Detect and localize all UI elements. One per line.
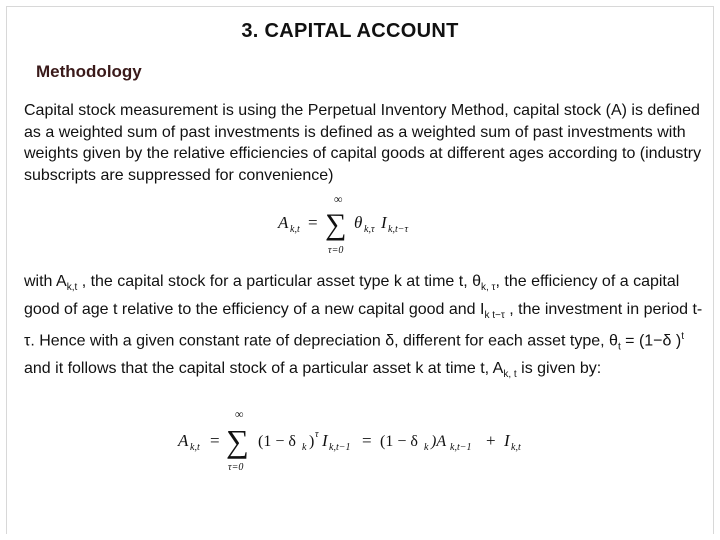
eq2-term3-I-sub: k,t: [511, 442, 521, 453]
eq1-sum-symbol: ∑: [325, 208, 347, 241]
paragraph-explanation: [24, 271, 704, 386]
p2-text-6: and it follows that the capital stock of a particular asset k at time t, A: [24, 360, 504, 378]
eq2-term1-sup: τ: [315, 429, 319, 440]
p2-sub-2: k, τ: [480, 282, 496, 294]
eq2-lhs-sub: k,t: [190, 442, 200, 453]
eq2-equals: =: [210, 431, 220, 450]
slide-subtitle: Methodology: [36, 62, 142, 81]
eq1-equals: =: [308, 213, 318, 232]
eq1-sum-bottom: τ=0: [328, 245, 344, 256]
eq1-inv-sub: k,t−τ: [388, 224, 409, 235]
p2-sub-3: k t−τ: [484, 309, 505, 321]
slide-title: 3. CAPITAL ACCOUNT: [241, 20, 459, 42]
eq2-sum-symbol: ∑: [226, 423, 249, 459]
p2-text-3: , the efficiency of a capital good of age t relative to the efficiency of a new capital good and I: [24, 273, 680, 318]
eq1-lhs-sub: k,t: [290, 224, 300, 235]
p2-sub-1: k,t: [66, 282, 78, 294]
eq2-equals-2: =: [362, 431, 372, 450]
p2-text-7: is given by:: [516, 360, 602, 378]
eq2-term1-I-sub: k,t−1: [329, 442, 351, 453]
p2-sup-5: t: [681, 331, 684, 343]
eq2-term1: (1 − δ: [258, 433, 296, 450]
eq2-term1-sub: k: [302, 442, 307, 453]
paragraph-intro: Capital stock measurement is using the Perpetual Inventory Method, capital stock (A) is defined as a weighted sum of past investments is defined as a weighted sum of past investments with weights given by the relative efficiencies of capital goods at different ages according to (industry subscripts are suppressed for convenience): [24, 102, 702, 184]
equation-capital-stock-recursive: [170, 404, 560, 476]
eq2-term2-close: )A: [431, 433, 447, 450]
p2-text-5: = (1−δ ): [620, 332, 682, 350]
eq2-sum-top: ∞: [235, 407, 244, 421]
eq1-theta: θ: [354, 213, 363, 232]
eq2-sum-bottom: τ=0: [228, 462, 244, 473]
eq2-term3-I: I: [504, 431, 510, 450]
p2-text-4: , the investment in period t-τ. Hence with a given constant rate of depreciation δ, different for each asset type, θ: [24, 300, 703, 350]
eq2-lhs: A: [178, 431, 189, 450]
eq2-term2: (1 − δ: [380, 433, 418, 450]
p2-sub-6: k, t: [503, 369, 517, 381]
eq1-sum-top: ∞: [334, 192, 343, 206]
eq1-theta-sub: k,τ: [364, 224, 375, 235]
eq2-term2-sub: k: [424, 442, 429, 453]
equation-capital-stock-sum: [268, 190, 428, 262]
eq2-term1-close: ): [309, 433, 315, 450]
eq2-plus: +: [486, 431, 496, 450]
eq1-inv: I: [381, 213, 387, 232]
eq2-term1-I: I: [322, 431, 328, 450]
p2-text-1: with A: [24, 273, 67, 290]
p2-sub-4: t: [617, 341, 621, 353]
eq2-term2-A-sub: k,t−1: [450, 442, 472, 453]
eq1-lhs: A: [278, 213, 289, 232]
p2-text-2: , the capital stock for a particular asset type k at time t, θ: [77, 273, 481, 290]
